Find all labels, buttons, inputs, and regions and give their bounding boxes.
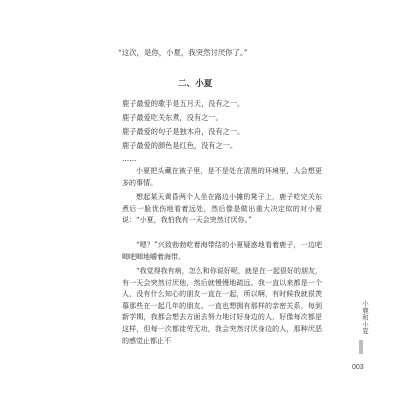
paragraph: 小夏把头藏在被子里，是不是处在清黑的环境里，人会想更多的事情。 [122, 167, 322, 187]
section-heading: 二、小夏 [178, 79, 213, 89]
list-line: 鹿子最爱的颜色是红色，没有之一。 [122, 141, 238, 150]
list-line: 鹿子最爱的句子是独木舟，没有之一。 [122, 127, 245, 136]
side-marker [359, 340, 363, 354]
list-ellipsis: …… [122, 154, 137, 163]
paragraph: 想起某天黄昏两个人坐在路边小摊的凳子上，鹿子吃完关东煮后一脸优伤地看着远处，然后像是做出重大决定似的对小夏说：“小夏，我怕我有一天会突然讨厌你。” [122, 193, 322, 225]
list-line: 鹿子最爱吃关东煮，没有之一。 [122, 113, 223, 122]
running-title: 小鹿和小夏 [361, 300, 369, 335]
list-line: 鹿子最爱的歌手是五月天，没有之一。 [122, 99, 245, 108]
opening-quote: “这次，是你，小夏，我突然讨厌你了。” [118, 48, 248, 57]
paragraph: “嗯？”兴致勃勃吃着海带结的小夏疑惑地看着鹿子，一边吧唧吧唧地嚼着海带。 [122, 241, 322, 261]
paragraph: “我觉得我有病，怎么和你说好呢，就是在一起很好的朋友，有一天会突然讨厌他，然后就慢慢地疏远。我一直以来都是一个人，没有什么知心的朋友一直在一起，所以啊，有时候我就很羡慕那些在一起几年的朋友。一直也想拥有那样的亲密关系，每到新学期，我都会想去方面去努力地讨好身边的人，好像每次都是这样，但每一次都徒劳无功，我会突然讨厌身边的人，那种厌恶的感觉止都止不 [122, 267, 322, 345]
page-number: 003 [352, 364, 364, 371]
